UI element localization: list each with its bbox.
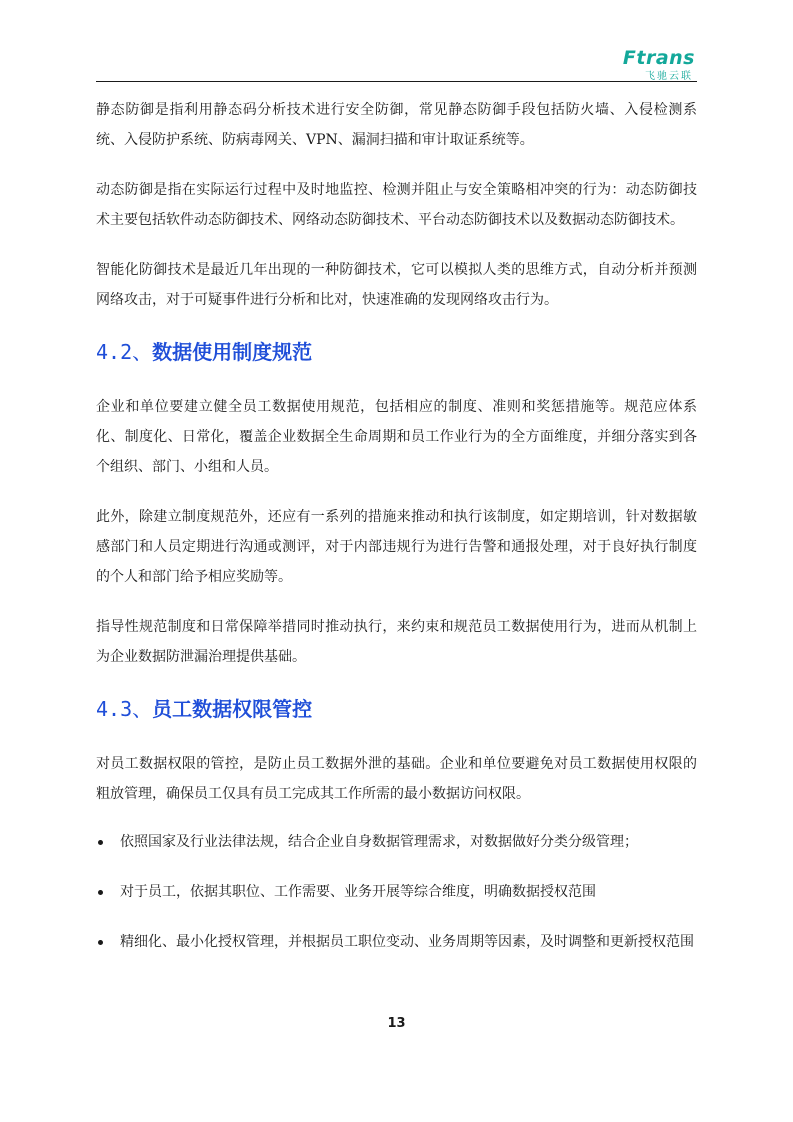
paragraph-dynamic-defense: 动态防御是指在实际运行过程中及时地监控、检测并阻止与安全策略相冲突的行为：动态防御技术主要包括软件动态防御技术、网络动态防御技术、平台动态防御技术以及数据动态防御技术。 xyxy=(96,182,697,228)
page-body xyxy=(96,95,697,957)
bullet-icon xyxy=(98,940,103,945)
bullet-icon xyxy=(98,890,103,895)
section-heading-4-3 xyxy=(96,694,697,724)
company-logo xyxy=(585,47,695,82)
section-number: 4.3、 xyxy=(96,697,153,721)
paragraph-intelligent-defense: 智能化防御技术是最近几年出现的一种防御技术，它可以模拟人类的思维方式，自动分析并预测网络攻击，对于可疑事件进行分析和比对，快速准确的发现网络攻击行为。 xyxy=(96,262,697,308)
list-item: 精细化、最小化授权管理，并根据员工职位变动、业务周期等因素，及时调整和更新授权范围 xyxy=(96,927,697,957)
paragraph-mechanism: 指导性规范制度和日常保障举措同时推动执行，来约束和规范员工数据使用行为，进而从机制上为企业数据防泄漏治理提供基础。 xyxy=(96,619,697,665)
page-number: 13 xyxy=(387,1016,406,1031)
list-item: 依照国家及行业法律法规，结合企业自身数据管理需求，对数据做好分类分级管理； xyxy=(96,827,697,857)
permission-bullet-list xyxy=(96,827,697,957)
list-item: 对于员工，依据其职位、工作需要、业务开展等综合维度，明确数据授权范围 xyxy=(96,877,697,907)
section-number: 4.2、 xyxy=(96,340,153,364)
bullet-icon xyxy=(98,840,103,845)
header-divider xyxy=(96,81,697,82)
section-heading-4-2 xyxy=(96,337,697,367)
section-title: 员工数据权限管控 xyxy=(152,697,313,721)
logo-subtitle: 飞驰云联 xyxy=(645,71,693,82)
logo-wordmark: Ftrans xyxy=(622,47,695,69)
section-title: 数据使用制度规范 xyxy=(152,340,313,364)
paragraph-static-defense: 静态防御是指利用静态码分析技术进行安全防御，常见静态防御手段包括防火墙、入侵检测系统、入侵防护系统、防病毒网关、VPN、漏洞扫描和审计取证系统等。 xyxy=(96,102,697,148)
paragraph-usage-policy: 企业和单位要建立健全员工数据使用规范，包括相应的制度、准则和奖惩措施等。规范应体系化、制度化、日常化，覆盖企业数据全生命周期和员工作业行为的全方面维度，并细分落实到各个组织、部门、小组和人员。 xyxy=(96,399,697,475)
paragraph-permission-control: 对员工数据权限的管控，是防止员工数据外泄的基础。企业和单位要避免对员工数据使用权限的粗放管理，确保员工仅具有员工完成其工作所需的最小数据访问权限。 xyxy=(96,756,697,802)
paragraph-enforcement: 此外，除建立制度规范外，还应有一系列的措施来推动和执行该制度，如定期培训，针对数据敏感部门和人员定期进行沟通或测评，对于内部违规行为进行告警和通报处理，对于良好执行制度的个人和部门给予相应奖励等。 xyxy=(96,509,697,585)
